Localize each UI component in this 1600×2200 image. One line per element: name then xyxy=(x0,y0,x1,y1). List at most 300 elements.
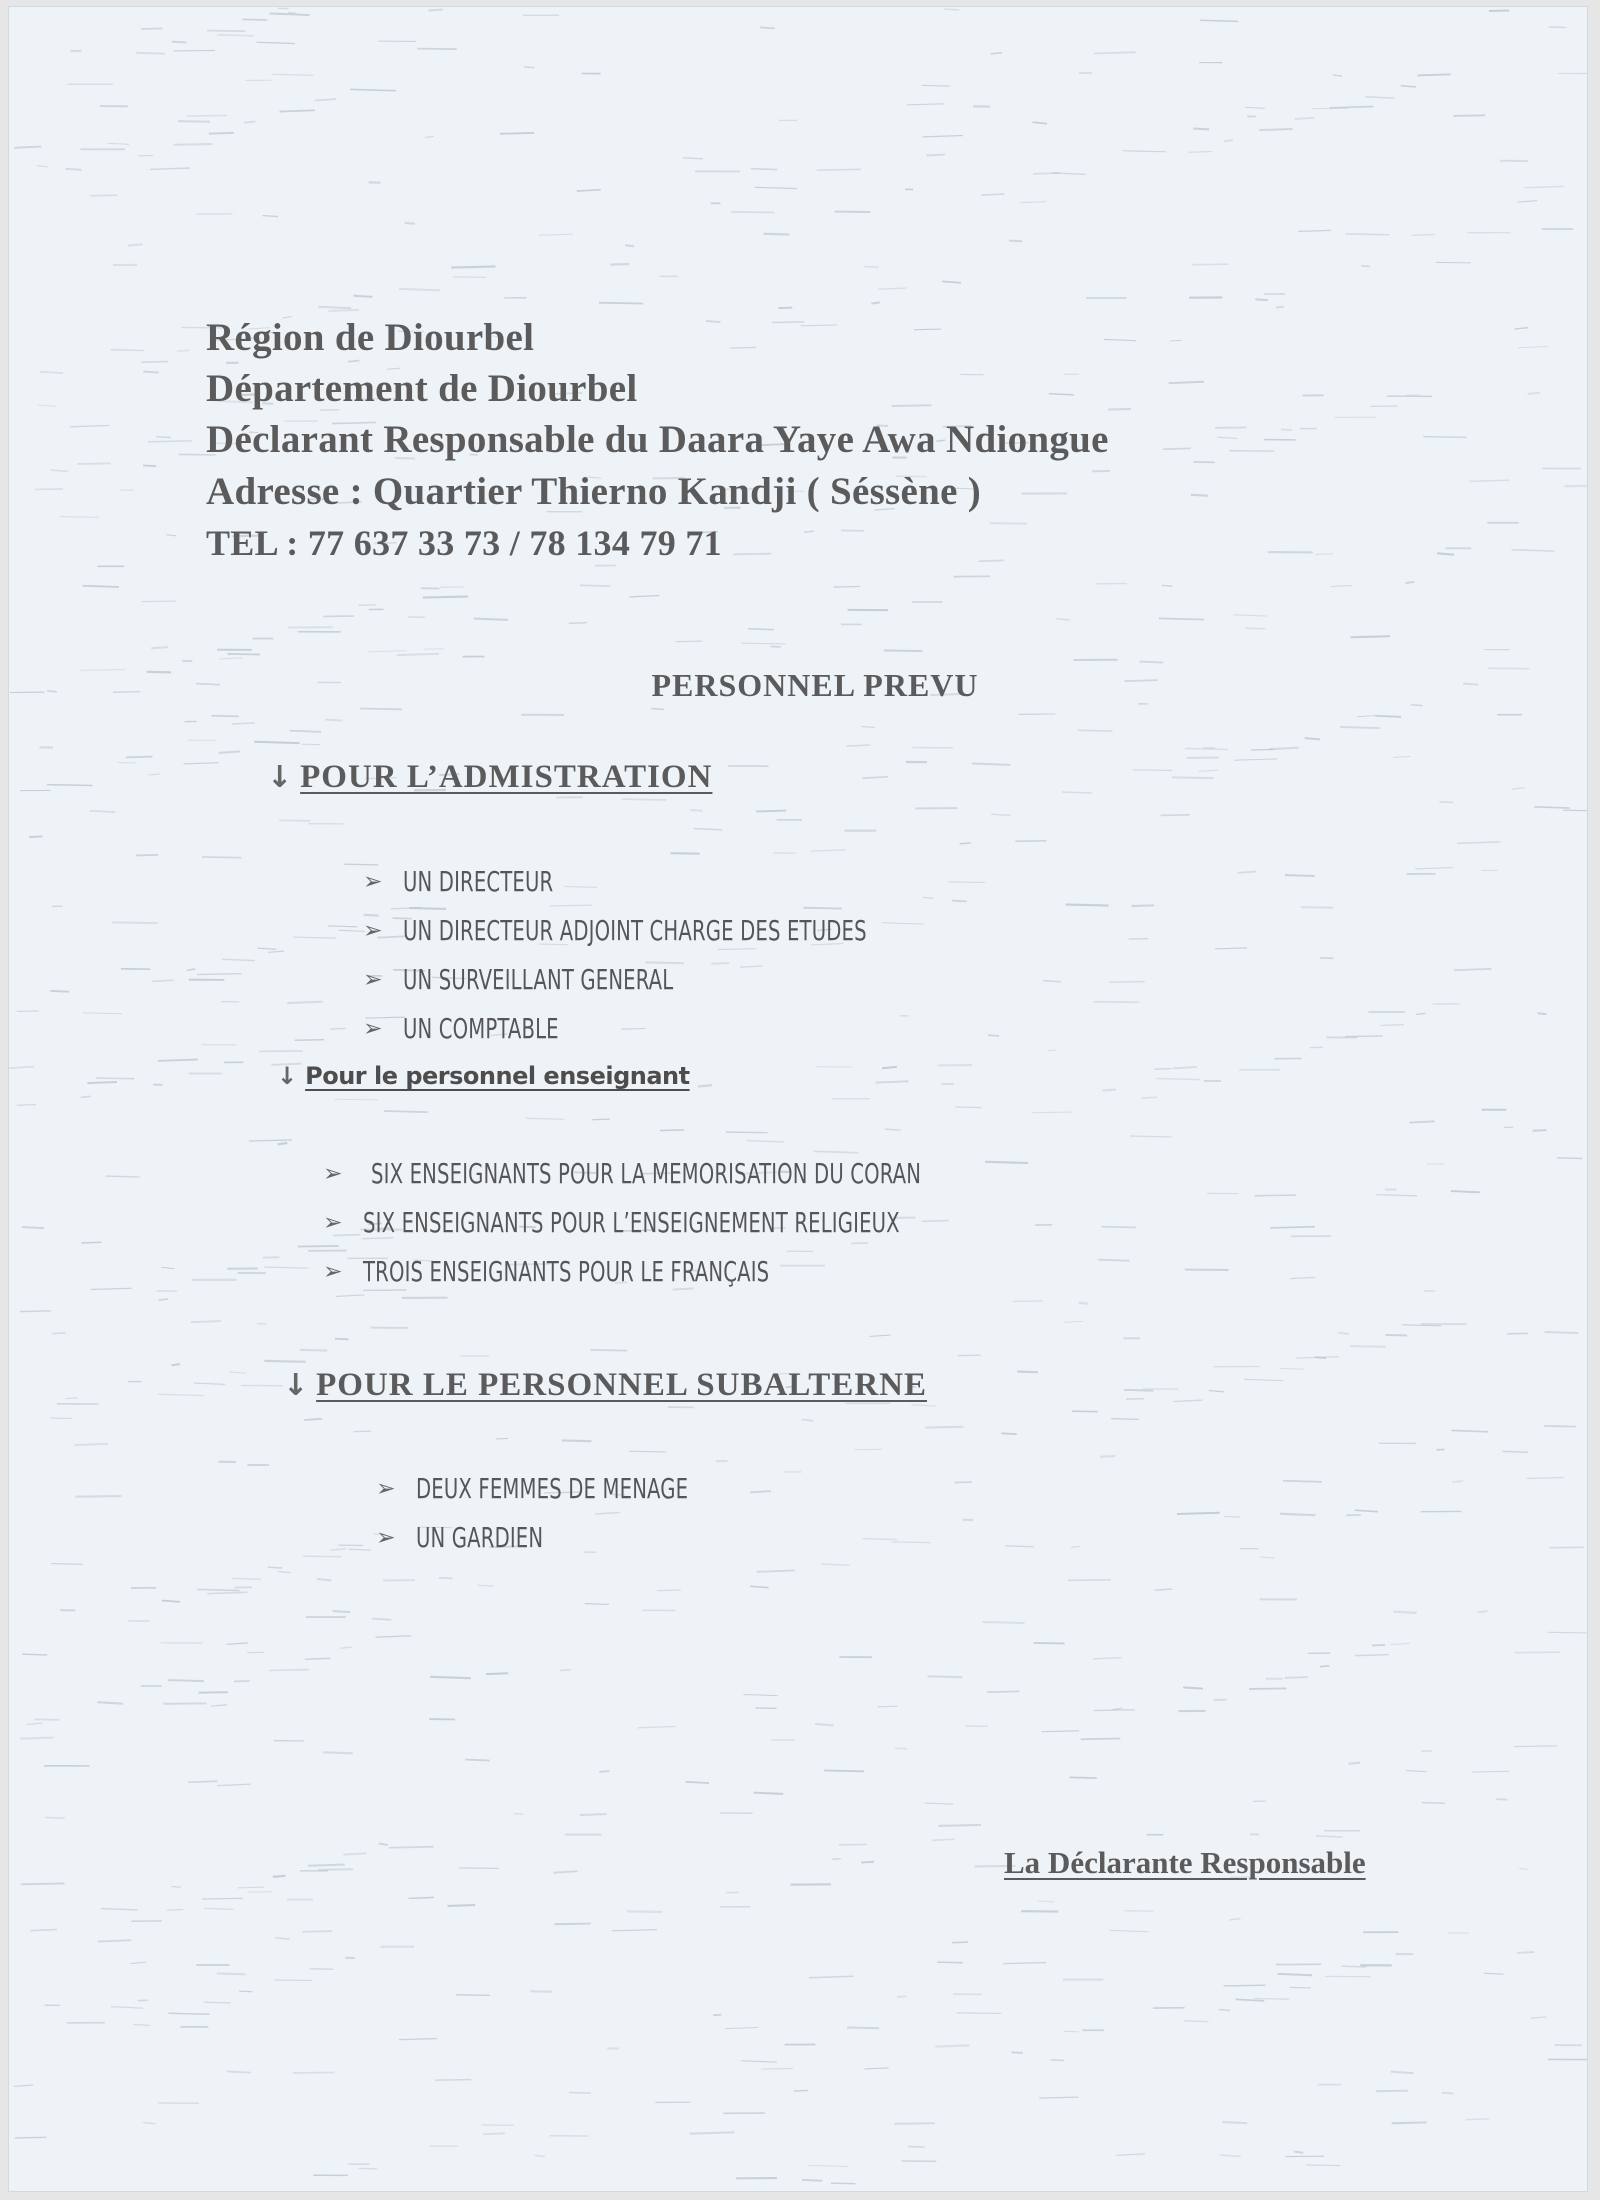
scan-streak xyxy=(14,2085,33,2086)
scan-streak xyxy=(142,601,176,602)
scan-streak xyxy=(1290,1987,1311,1988)
scan-streak xyxy=(162,1601,180,1602)
scan-streak xyxy=(1159,618,1204,619)
subordinate-list xyxy=(376,1464,765,1562)
scan-streak xyxy=(1220,2155,1241,2156)
scan-streak xyxy=(671,853,700,854)
scan-streak xyxy=(878,288,906,289)
scan-streak xyxy=(1276,307,1284,308)
scan-streak xyxy=(451,266,495,267)
section-label: POUR LE PERSONNEL SUBALTERNE xyxy=(316,1367,927,1403)
scan-streak xyxy=(280,110,315,111)
scan-streak xyxy=(1502,1451,1528,1452)
scan-streak xyxy=(1003,1963,1046,1964)
scan-streak xyxy=(430,1677,471,1678)
scan-streak xyxy=(1185,749,1228,750)
scan-streak xyxy=(96,1078,134,1079)
scan-streak xyxy=(748,629,774,630)
scan-streak xyxy=(1020,202,1045,203)
scan-streak xyxy=(937,1962,963,1963)
scan-streak xyxy=(107,143,129,144)
scan-streak xyxy=(101,1909,138,1910)
scan-streak xyxy=(1177,1513,1220,1514)
scan-streak xyxy=(45,1817,65,1818)
scan-streak xyxy=(942,281,961,282)
scan-streak xyxy=(428,10,442,11)
scan-streak xyxy=(809,2165,849,2166)
scan-streak xyxy=(932,1839,955,1840)
scan-streak xyxy=(130,1962,146,1963)
list-item: ➢ UN GARDIEN xyxy=(376,1521,544,1554)
scan-streak xyxy=(106,1176,140,1177)
scan-streak xyxy=(1524,186,1563,187)
scan-streak xyxy=(408,1897,434,1898)
scan-streak xyxy=(227,1643,248,1644)
scan-streak xyxy=(580,585,611,586)
scan-streak xyxy=(308,1865,345,1866)
scan-streak xyxy=(70,425,110,426)
scan-streak xyxy=(227,2071,251,2072)
scan-streak xyxy=(178,121,210,122)
scan-streak xyxy=(207,1592,247,1593)
scan-streak xyxy=(188,1781,217,1782)
scan-streak xyxy=(305,1658,330,1659)
scan-streak xyxy=(83,1013,122,1014)
scan-streak xyxy=(272,74,313,75)
scan-streak xyxy=(1557,1158,1582,1159)
scan-streak xyxy=(935,2045,969,2046)
scan-streak xyxy=(1345,1036,1382,1037)
scan-streak xyxy=(1544,1426,1575,1427)
scan-streak xyxy=(1100,1456,1115,1457)
scan-streak xyxy=(1515,328,1529,329)
scan-streak xyxy=(938,1065,972,1066)
scan-streak xyxy=(1064,1321,1083,1322)
scan-streak xyxy=(1236,1999,1265,2000)
scan-streak xyxy=(1518,347,1548,348)
scan-streak xyxy=(22,1654,47,1655)
list-item: ➢ DEUX FEMMES DE MENAGE xyxy=(376,1472,689,1505)
scan-streak xyxy=(1530,2017,1546,2018)
scan-streak xyxy=(1154,1069,1171,1070)
scan-streak xyxy=(278,1143,288,1144)
scan-streak xyxy=(111,2007,143,2008)
list-item: ➢ TROIS ENSEIGNANTS POUR LE FRANÇAIS xyxy=(323,1255,770,1288)
scan-streak xyxy=(143,465,156,466)
scan-streak xyxy=(1279,1368,1304,1369)
scan-streak xyxy=(952,1942,968,1943)
scan-streak xyxy=(1412,235,1435,236)
scan-streak xyxy=(486,1673,508,1674)
scan-streak xyxy=(821,1564,850,1565)
chevron-right-icon: ➢ xyxy=(363,1015,383,1042)
scan-streak xyxy=(960,843,971,844)
scan-streak xyxy=(227,654,259,655)
scan-streak xyxy=(111,350,144,351)
scan-streak xyxy=(50,991,69,992)
scan-streak xyxy=(1079,1303,1089,1304)
scan-streak xyxy=(1254,1998,1289,1999)
scan-streak xyxy=(892,1542,931,1543)
header-phone: TEL : 77 637 33 73 / 78 134 79 71 xyxy=(206,523,722,563)
signature-label: La Déclarante Responsable xyxy=(1004,1845,1366,1880)
scan-streak xyxy=(143,372,158,373)
scan-streak xyxy=(1101,1227,1136,1228)
scan-streak xyxy=(232,1578,261,1579)
scan-streak xyxy=(184,763,219,764)
scan-streak xyxy=(539,234,573,235)
scan-streak xyxy=(923,136,963,137)
scan-streak xyxy=(1141,1097,1157,1098)
scan-streak xyxy=(229,1372,246,1373)
scan-streak xyxy=(846,745,869,746)
scan-streak xyxy=(1331,586,1352,587)
scan-streak xyxy=(1375,716,1401,717)
scan-streak xyxy=(1409,1121,1435,1122)
scan-streak xyxy=(217,1973,246,1974)
scan-streak xyxy=(610,264,629,265)
scan-streak xyxy=(1156,1078,1200,1079)
scan-streak xyxy=(1350,1346,1385,1347)
scan-streak xyxy=(288,13,297,14)
scan-streak xyxy=(554,1871,578,1872)
scan-streak xyxy=(928,1676,963,1677)
scan-streak xyxy=(815,1724,834,1725)
scan-streak xyxy=(1454,969,1491,970)
scan-streak xyxy=(30,1929,57,1930)
scan-streak xyxy=(9,1067,34,1068)
scan-streak xyxy=(885,1129,901,1130)
scan-streak xyxy=(417,49,457,50)
scan-streak xyxy=(1452,1481,1463,1482)
scan-streak xyxy=(1222,2122,1247,2123)
scan-streak xyxy=(37,166,49,167)
scan-streak xyxy=(59,516,98,517)
scan-streak xyxy=(560,1670,570,1671)
scan-streak xyxy=(1280,1514,1315,1515)
scan-streak xyxy=(1512,788,1525,789)
scan-streak xyxy=(75,1444,108,1445)
scan-streak xyxy=(90,195,117,196)
scan-streak xyxy=(1316,1836,1343,1837)
scan-streak xyxy=(1315,554,1333,555)
section-heading-teaching xyxy=(277,1062,690,1090)
scan-streak xyxy=(197,974,241,975)
scan-streak xyxy=(20,1738,54,1739)
scan-streak xyxy=(778,308,792,309)
scan-streak xyxy=(922,85,950,86)
scan-streak xyxy=(148,774,159,775)
scan-streak xyxy=(328,926,357,927)
scan-streak xyxy=(926,155,944,156)
scan-streak xyxy=(876,1081,909,1082)
scan-streak xyxy=(694,829,722,830)
scan-streak xyxy=(1405,582,1414,583)
scan-streak xyxy=(138,155,153,156)
scan-streak xyxy=(1518,201,1538,202)
scan-streak xyxy=(1062,792,1091,793)
scan-streak xyxy=(1132,905,1155,906)
scan-streak xyxy=(128,244,143,245)
scan-streak xyxy=(1517,1952,1534,1953)
scan-streak xyxy=(1224,1985,1266,1986)
scan-streak xyxy=(317,1579,332,1580)
scan-streak xyxy=(1437,553,1454,554)
scan-streak xyxy=(1305,738,1320,739)
scan-streak xyxy=(630,1451,666,1452)
scan-streak xyxy=(870,1335,891,1336)
scan-streak xyxy=(972,764,1010,765)
scan-streak xyxy=(1209,1390,1224,1391)
scan-streak xyxy=(882,1067,897,1068)
scan-streak xyxy=(474,619,508,620)
scan-streak xyxy=(500,133,534,134)
scan-streak xyxy=(211,1705,227,1706)
scan-streak xyxy=(300,1350,327,1351)
section-heading-admin xyxy=(267,759,712,796)
scan-streak xyxy=(955,1107,981,1108)
scan-streak xyxy=(591,1350,628,1351)
scan-streak xyxy=(275,1938,289,1939)
scan-streak xyxy=(1417,74,1450,75)
scan-streak xyxy=(143,2122,155,2123)
scan-streak xyxy=(237,1887,264,1888)
scan-streak xyxy=(97,1702,123,1703)
scan-streak xyxy=(1563,810,1587,811)
chevron-right-icon: ➢ xyxy=(323,1209,343,1236)
down-arrow-icon: ↓ xyxy=(267,760,293,795)
scan-streak xyxy=(1163,448,1191,449)
scan-streak xyxy=(50,470,68,471)
scan-streak xyxy=(234,1681,249,1682)
scan-streak xyxy=(17,1105,36,1106)
scan-streak xyxy=(209,133,234,134)
scan-streak xyxy=(580,1814,607,1815)
scan-streak xyxy=(384,1111,428,1112)
scan-streak xyxy=(453,277,486,278)
scan-streak xyxy=(1349,1763,1360,1764)
scan-streak xyxy=(254,742,299,743)
scan-streak xyxy=(375,1636,411,1637)
scan-streak xyxy=(354,296,373,297)
scan-streak xyxy=(706,321,721,322)
scan-streak xyxy=(81,1242,101,1243)
scan-streak xyxy=(1376,2091,1408,2092)
scan-streak xyxy=(1189,152,1212,153)
scan-streak xyxy=(569,2093,591,2094)
scan-streak xyxy=(897,1996,906,1997)
scan-streak xyxy=(794,2090,808,2091)
scan-streak xyxy=(303,1556,342,1557)
scan-streak xyxy=(269,1670,308,1671)
scan-streak xyxy=(258,948,277,949)
scan-streak xyxy=(1215,948,1247,949)
scan-streak xyxy=(809,1976,854,1977)
scan-streak xyxy=(1423,437,1466,438)
scan-streak xyxy=(459,1868,499,1869)
scan-streak xyxy=(269,13,309,14)
scan-streak xyxy=(98,1940,131,1941)
scan-streak xyxy=(1098,1260,1129,1261)
scan-streak xyxy=(323,1752,353,1753)
scan-streak xyxy=(1283,1481,1322,1482)
scan-streak xyxy=(625,245,634,246)
scan-streak xyxy=(1183,1687,1203,1688)
scan-streak xyxy=(37,405,56,406)
scan-streak xyxy=(754,1793,784,1794)
scan-streak xyxy=(75,1496,121,1497)
scan-streak xyxy=(569,623,587,624)
scan-streak xyxy=(302,1931,331,1932)
scan-streak xyxy=(1255,1195,1297,1196)
scan-streak xyxy=(1094,1710,1135,1711)
scan-streak xyxy=(335,1339,349,1340)
scan-streak xyxy=(21,1883,65,1884)
scan-streak xyxy=(1139,662,1163,663)
scan-streak xyxy=(187,969,196,970)
scan-streak xyxy=(217,35,253,36)
scan-streak xyxy=(212,716,239,717)
scan-streak xyxy=(599,1771,609,1772)
scan-streak xyxy=(151,647,168,648)
scan-streak xyxy=(1070,1777,1097,1778)
scan-streak xyxy=(1402,1325,1441,1326)
scan-streak xyxy=(690,2132,735,2133)
scan-streak xyxy=(698,1085,712,1086)
scan-streak xyxy=(330,1028,346,1029)
admin-list xyxy=(363,857,998,1053)
scan-streak xyxy=(741,2061,777,2062)
scan-streak xyxy=(1489,10,1509,11)
scan-streak xyxy=(158,1059,198,1060)
scan-streak xyxy=(136,53,164,54)
scan-streak xyxy=(264,1361,305,1362)
scan-streak xyxy=(892,405,932,406)
scan-streak xyxy=(90,811,116,812)
scan-streak xyxy=(1249,1688,1286,1689)
scan-streak xyxy=(328,310,359,311)
scan-streak xyxy=(743,1695,777,1696)
scan-streak xyxy=(871,302,880,303)
scan-streak xyxy=(1094,1002,1139,1003)
scan-streak xyxy=(760,27,774,28)
scan-streak xyxy=(1005,1546,1034,1547)
scan-streak xyxy=(1116,2154,1145,2155)
scan-streak xyxy=(1457,842,1500,843)
scan-streak xyxy=(1233,615,1266,616)
chevron-right-icon: ➢ xyxy=(363,966,383,993)
scan-streak xyxy=(554,1924,590,1925)
scan-streak xyxy=(20,1311,51,1312)
scan-streak xyxy=(126,757,152,758)
scan-streak xyxy=(217,1784,250,1785)
scan-streak xyxy=(318,307,351,308)
scan-streak xyxy=(40,372,63,373)
scan-streak xyxy=(1538,1013,1547,1014)
scan-streak xyxy=(1451,1430,1488,1431)
scan-streak xyxy=(1001,1433,1016,1434)
scan-streak xyxy=(831,2183,856,2184)
scan-streak xyxy=(368,651,406,652)
scan-streak xyxy=(77,463,111,464)
scan-streak xyxy=(1372,1645,1385,1646)
scan-streak xyxy=(330,1549,346,1550)
scan-streak xyxy=(172,42,186,43)
scan-streak xyxy=(1527,393,1540,394)
scan-streak xyxy=(1355,1655,1388,1656)
scan-streak xyxy=(1104,339,1136,340)
scan-streak xyxy=(278,1571,290,1572)
scan-streak xyxy=(1169,382,1204,383)
scan-streak xyxy=(197,1589,240,1590)
section-label: Pour le personnel enseignant xyxy=(305,1062,690,1090)
scan-streak xyxy=(1172,777,1214,778)
scan-streak xyxy=(287,1002,322,1003)
scan-streak xyxy=(244,122,255,123)
scan-streak xyxy=(865,2068,889,2069)
scan-streak xyxy=(268,951,284,952)
scan-streak xyxy=(1094,52,1136,53)
scan-streak xyxy=(877,1706,897,1707)
scan-streak xyxy=(957,2013,1001,2014)
scan-streak xyxy=(1281,429,1292,430)
scan-streak xyxy=(751,169,778,170)
scan-streak xyxy=(884,650,923,651)
scan-streak xyxy=(802,2180,822,2181)
scan-streak xyxy=(51,1564,83,1565)
scan-streak xyxy=(389,1847,434,1848)
scan-streak xyxy=(1544,1332,1578,1333)
scan-streak xyxy=(1043,981,1061,982)
scan-streak xyxy=(158,1299,167,1300)
down-arrow-icon: ↓ xyxy=(277,1062,298,1090)
scan-streak xyxy=(772,322,804,323)
scan-streak xyxy=(1191,495,1208,496)
scan-streak xyxy=(534,2155,544,2156)
scan-streak xyxy=(1269,748,1298,749)
scan-streak xyxy=(1278,1974,1312,1975)
scan-streak xyxy=(1534,807,1569,808)
scan-streak xyxy=(982,1622,1024,1623)
scan-streak xyxy=(1391,2072,1413,2073)
scan-streak xyxy=(1259,129,1292,130)
scan-streak xyxy=(629,595,659,596)
scan-streak xyxy=(187,115,228,116)
chevron-right-icon: ➢ xyxy=(323,1160,343,1187)
scan-streak xyxy=(725,2027,758,2028)
chevron-right-icon: ➢ xyxy=(363,868,383,895)
section-heading-subordinate xyxy=(283,1367,927,1404)
scan-streak xyxy=(152,980,174,981)
scan-streak xyxy=(325,720,343,721)
scan-streak xyxy=(1200,20,1238,21)
scan-streak xyxy=(1194,462,1215,463)
scan-streak xyxy=(1355,1510,1378,1511)
scan-streak xyxy=(399,2039,437,2040)
scan-streak xyxy=(733,554,771,555)
scan-streak xyxy=(1285,875,1315,876)
scan-streak xyxy=(150,168,190,169)
scan-streak xyxy=(340,1647,352,1648)
scan-streak xyxy=(1306,2165,1340,2166)
scan-streak xyxy=(757,1570,795,1571)
scan-streak xyxy=(824,1770,864,1771)
scan-streak xyxy=(256,42,294,43)
scan-streak xyxy=(987,1691,1019,1692)
scan-streak xyxy=(1346,234,1390,235)
header-department: Département de Diourbel xyxy=(206,367,638,410)
scan-streak xyxy=(15,146,42,147)
